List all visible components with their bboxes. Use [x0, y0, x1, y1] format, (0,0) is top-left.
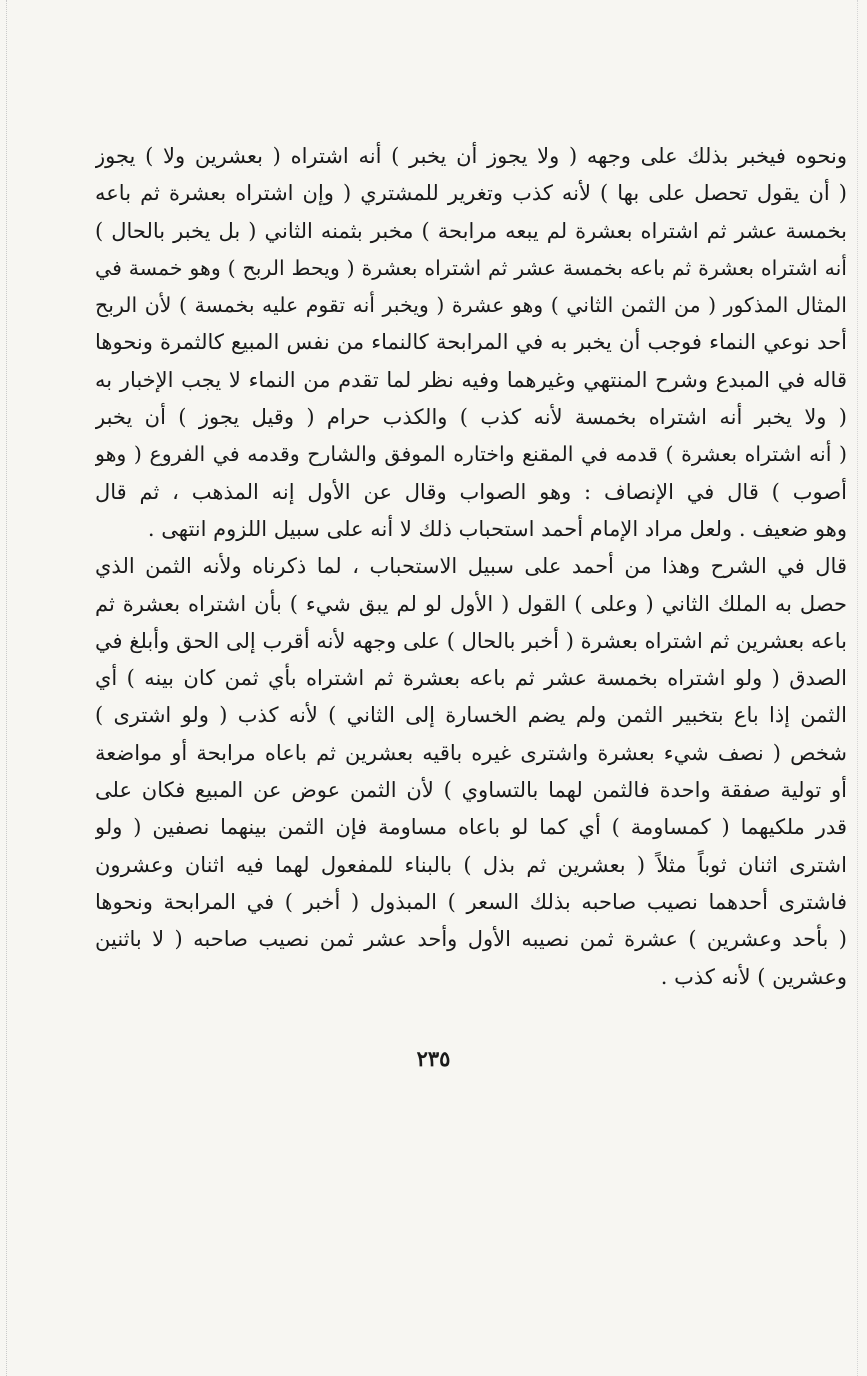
- text-line-15: الصدق ( ولو اشتراه بخمسة عشر ثم باعه بعشرة ثم اشتراه بأي ثمن كان بينه ) أي: [95, 666, 847, 691]
- text-line-23: وعشرين ) لأنه كذب .: [660, 964, 847, 989]
- text-line-17: شخص ( نصف شيء بعشرة واشترى غيره باقيه بعشرين ثم باعاه مرابحة أو مواضعة: [95, 740, 847, 765]
- text-line-14: باعه بعشرين ثم اشتراه بعشرة ( أخبر بالحال ) على وجهه لأنه أقرب إلى الحق وأبلغ في: [95, 628, 847, 653]
- text-line-11: وهو ضعيف . ولعل مراد الإمام أحمد استحباب ذلك لا أنه على سبيل اللزوم انتهى .: [147, 516, 847, 541]
- text-line-18: أو تولية صفقة واحدة فالثمن لهما بالتساوي ) لأن الثمن عوض عن المبيع فكان على: [95, 778, 847, 803]
- text-line-22: ( بأحد وعشرين ) عشرة ثمن نصيبه الأول وأحد عشر ثمن نصيب صاحبه ( لا باثنين: [95, 927, 847, 952]
- text-line-16: الثمن إذا باع بتخبير الثمن ولم يضم الخسارة إلى الثاني ) لأنه كذب ( ولو اشترى ): [95, 703, 847, 728]
- text-line-19: قدر ملكيهما ( كمساومة ) أي كما لو باعاه مساومة فإن الثمن بينهما نصفين ( ولو: [95, 815, 847, 840]
- text-line-9: ( أنه اشتراه بعشرة ) قدمه في المقنع واختاره الموفق والشارح وقدمه في الفروع ( وهو: [95, 442, 847, 467]
- text-line-8: ( ولا يخبر أنه اشتراه بخمسة لأنه كذب ) والكذب حرام ( وقيل يجوز ) أن يخبر: [95, 405, 847, 430]
- text-line-6: أحد نوعي النماء فوجب أن يخبر به في المرابحة كالنماء من نفس المبيع كالثمرة ونحوها: [95, 330, 847, 355]
- text-line-21: فاشترى أحدهما نصيب صاحبه بذلك السعر ) المبذول ( أخبر ) في المرابحة ونحوها: [95, 889, 847, 914]
- text-line-1: ونحوه فيخبر بذلك على وجهه ( ولا يجوز أن يخبر ) أنه اشتراه ( بعشرين ولا ) يجوز: [95, 144, 847, 168]
- text-line-2: ( أن يقول تحصل على بها ) لأنه كذب وتغرير للمشتري ( وإن اشتراه بعشرة ثم باعه: [95, 181, 847, 206]
- text-line-3: بخمسة عشر ثم اشتراه بعشرة لم يبعه مرابحة ) مخبر بثمنه الثاني ( بل يخبر بالحال ): [95, 218, 847, 243]
- scan-edge-left: [6, 0, 8, 1376]
- text-line-13: حصل به الملك الثاني ( وعلى ) القول ( الأول لو لم يبق شيء ) بأن اشتراه بعشرة ثم: [95, 591, 847, 616]
- text-line-12: قال في الشرح وهذا من أحمد على سبيل الاستحباب ، لما ذكرناه ولأنه الثمن الذي: [95, 554, 847, 579]
- text-line-20: اشترى اثنان ثوباً مثلاً ( بعشرين ثم بذل ) بالبناء للمفعول لهما فيه اثنان وعشرون: [95, 852, 847, 877]
- page-number: ٢٣٥: [416, 1046, 451, 1071]
- scan-edge-right: [857, 0, 859, 1376]
- body-text: [95, 138, 847, 996]
- text-line-10: أصوب ) قال في الإنصاف : وهو الصواب وقال عن الأول إنه المذهب ، ثم قال: [95, 479, 847, 504]
- text-line-7: قاله في المبدع وشرح المنتهي وغيرهما وفيه نظر لما تقدم من النماء لا يجب الإخبار به: [95, 367, 847, 392]
- text-line-5: المثال المذكور ( من الثمن الثاني ) وهو عشرة ( ويخبر أنه تقوم عليه بخمسة ) لأن الربح: [95, 293, 847, 318]
- text-line-4: أنه اشتراه بعشرة ثم باعه بخمسة عشر ثم اشتراه بعشرة ( ويحط الربح ) وهو خمسة في: [95, 255, 847, 280]
